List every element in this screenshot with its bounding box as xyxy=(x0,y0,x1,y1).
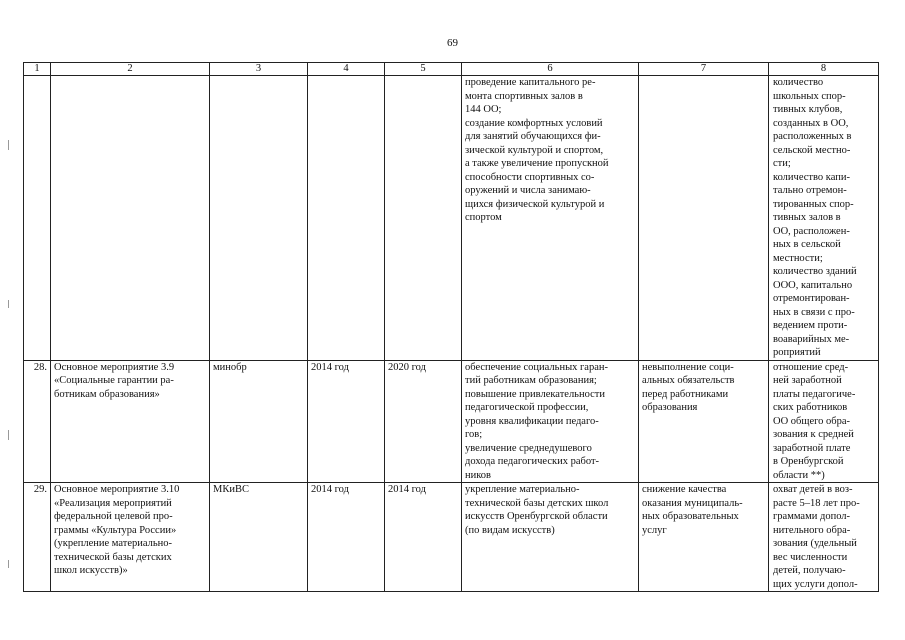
page-number: 69 xyxy=(447,37,458,49)
measures-table xyxy=(23,62,879,592)
indicator-cell: количество школьных спор- тивных клубов, созданных в ОО, расположенных в сельской местно- сти; количество капи- тально отремон- тированных спор- тивных залов в ОО, расположен- ных в сельской местности; количество зданий ООО, капитально отремонтирован- ных в связи с про- ведением проти- воаварийных ме- роприятий xyxy=(769,76,879,361)
column-header: 5 xyxy=(385,63,462,76)
row-number-cell: 28. xyxy=(24,360,51,483)
header-row xyxy=(24,63,879,76)
scan-margin-mark xyxy=(8,140,9,150)
executor-cell xyxy=(210,76,308,361)
consequence-cell: невыполнение соци- альных обязательств перед работниками образования xyxy=(639,360,769,483)
consequence-cell xyxy=(639,76,769,361)
measure-cell: Основное мероприятие 3.10 «Реализация мероприятий федеральной целевой про- граммы «Культура России» (укрепление материально- технической базы детских школ искусств)» xyxy=(51,483,210,592)
scan-margin-mark xyxy=(8,300,9,308)
start-year-cell: 2014 год xyxy=(308,483,385,592)
start-year-cell: 2014 год xyxy=(308,360,385,483)
row-number-cell: 29. xyxy=(24,483,51,592)
end-year-cell: 2014 год xyxy=(385,483,462,592)
end-year-cell xyxy=(385,76,462,361)
scan-margin-mark xyxy=(8,430,9,440)
column-header: 3 xyxy=(210,63,308,76)
table-row xyxy=(24,360,879,483)
end-year-cell: 2020 год xyxy=(385,360,462,483)
consequence-cell: снижение качества оказания муниципаль- ных образовательных услуг xyxy=(639,483,769,592)
scan-margin-mark xyxy=(8,560,9,568)
result-cell: обеспечение социальных гаран- тий работникам образования; повышение привлекательности педагогической профессии, уровня квалификации педаго- гов; увеличение среднедушевого дохода педагогических работ- ников xyxy=(462,360,639,483)
column-header: 7 xyxy=(639,63,769,76)
measure-cell xyxy=(51,76,210,361)
indicator-cell: отношение сред- ней заработной платы педагогиче- ских работников ОО общего обра- зования к средней заработной плате в Оренбургской области **) xyxy=(769,360,879,483)
executor-cell: минобр xyxy=(210,360,308,483)
start-year-cell xyxy=(308,76,385,361)
row-number-cell xyxy=(24,76,51,361)
column-header: 8 xyxy=(769,63,879,76)
table-row xyxy=(24,483,879,592)
column-header: 6 xyxy=(462,63,639,76)
column-header: 1 xyxy=(24,63,51,76)
column-header: 4 xyxy=(308,63,385,76)
result-cell: проведение капитального ре- монта спортивных залов в 144 ОО; создание комфортных условий для занятий обучающихся фи- зической культурой и спортом, а также увеличение пропускной способности спортивных со- оружений и числа занимаю- щихся физической культурой и спортом xyxy=(462,76,639,361)
result-cell: укрепление материально- технической базы детских школ искусств Оренбургской области (по видам искусств) xyxy=(462,483,639,592)
column-header: 2 xyxy=(51,63,210,76)
executor-cell: МКиВС xyxy=(210,483,308,592)
table-row xyxy=(24,76,879,361)
measure-cell: Основное мероприятие 3.9 «Социальные гарантии ра- ботникам образования» xyxy=(51,360,210,483)
indicator-cell: охват детей в воз- расте 5–18 лет про- граммами допол- нительного обра- зования (удельный вес численности детей, получаю- щих услуги допол- xyxy=(769,483,879,592)
